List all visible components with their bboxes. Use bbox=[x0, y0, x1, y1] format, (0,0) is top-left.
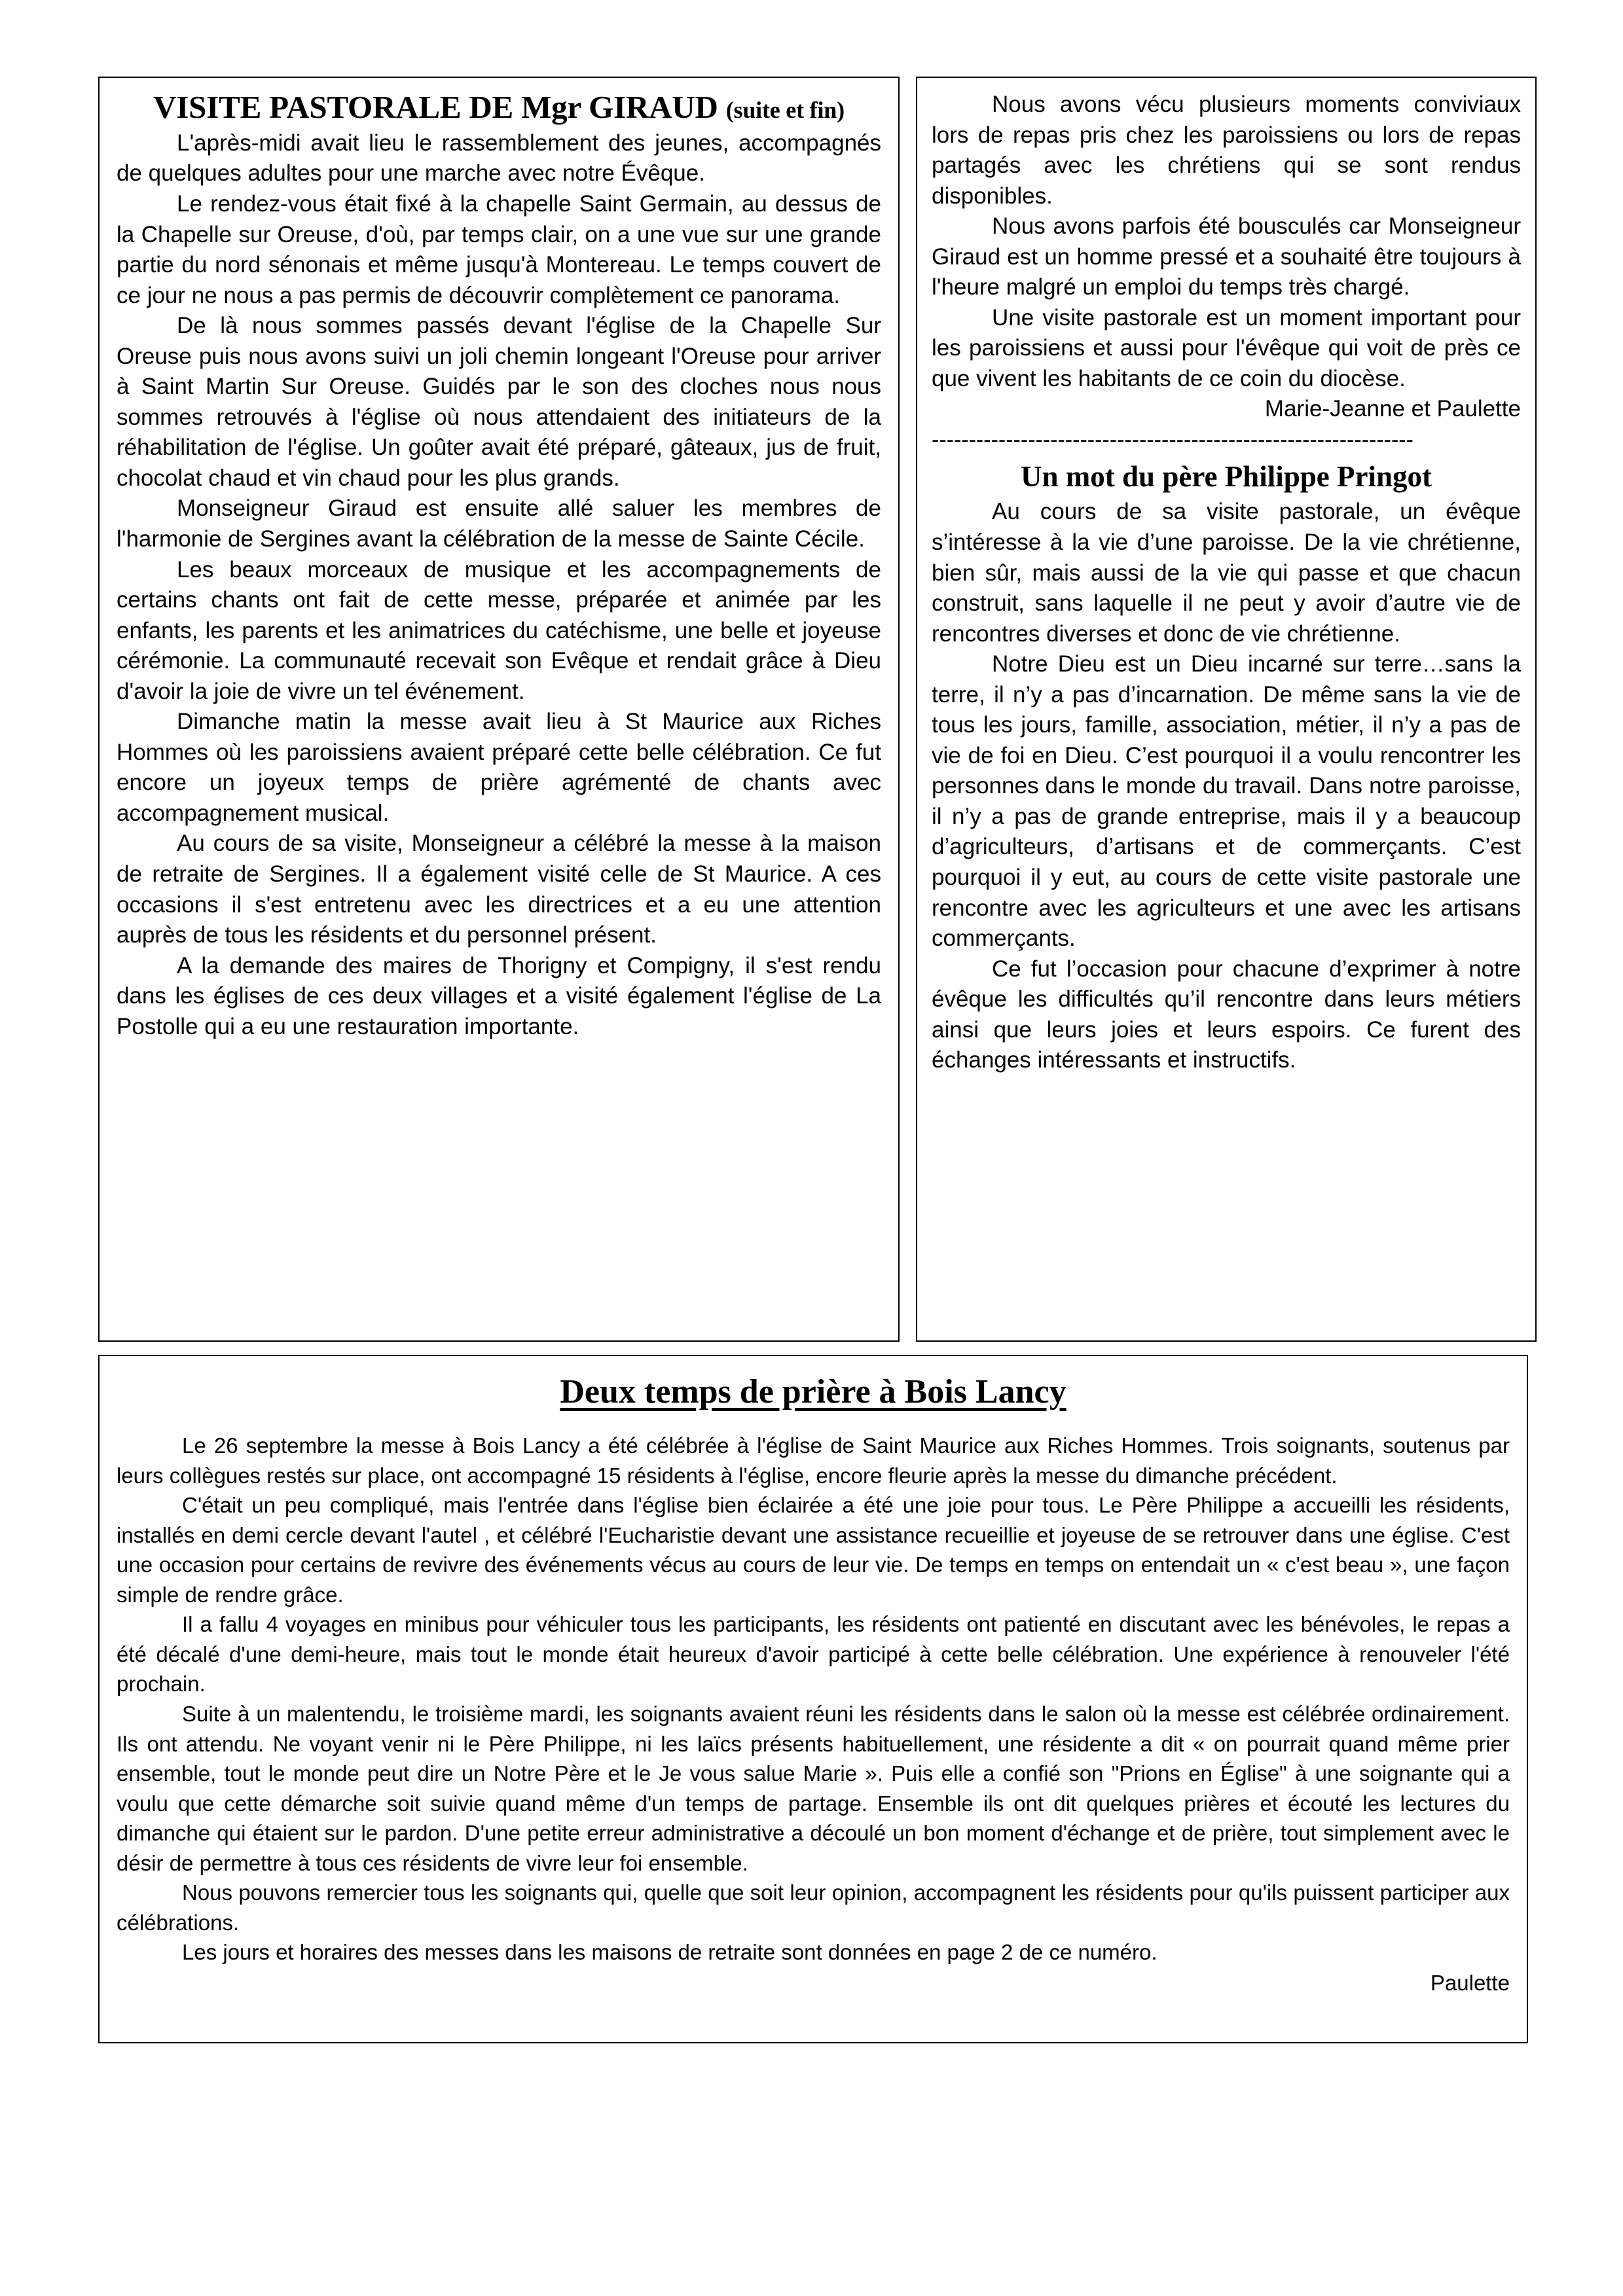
paragraph: A la demande des maires de Thorigny et Compigny, il s'est rendu dans les églises de ces deux villages et a visité également l'église de La Postolle qui a eu une restauration importante. bbox=[117, 952, 881, 1039]
paragraph: De là nous sommes passés devant l'église de la Chapelle Sur Oreuse puis nous avons suivi un joli chemin longeant l'Oreuse pour arriver à Saint Martin Sur Oreuse. Guidés par le son des cloches nous nous sommes retrouvés à l'église où nous attendaient des initiateurs de la réhabilitation de l'église. Un goûter avait été préparé, gâteaux, jus de fruit, chocolat chaud et vin chaud pour les plus grands. bbox=[117, 313, 881, 491]
paragraph: Le 26 septembre la messe à Bois Lancy a été célébrée à l'église de Saint Maurice aux Riches Hommes. Trois soignants, soutenus par leurs collègues restés sur place, ont accompagné 15 résidents à l'église, encore fleurie après la messe du dimanche précédent. bbox=[117, 1433, 1510, 1488]
dashed-divider: ----------------------------------------------------------------- bbox=[932, 429, 1413, 452]
paragraph: Nous avons vécu plusieurs moments conviviaux lors de repas pris chez les paroissiens ou lors de repas partagés avec les chrétiens qui se sont rendus disponibles. bbox=[932, 92, 1521, 209]
paragraph: Dimanche matin la messe avait lieu à St Maurice aux Riches Hommes où les paroissiens avaient préparé cette belle célébration. Ce fut encore un joyeux temps de prière agrémenté de chants avec accompagnement musical. bbox=[117, 709, 881, 826]
paragraph: Le rendez-vous était fixé à la chapelle Saint Germain, au dessus de la Chapelle sur Oreuse, d'où, par temps clair, on a une vue sur une grande partie du nord sénonais et même jusqu'à Montereau. Le temps couvert de ce jour ne nous a pas permis de découvrir complètement ce panorama. bbox=[117, 190, 881, 308]
paragraph: Il a fallu 4 voyages en minibus pour véhiculer tous les participants, les résidents ont patienté en discutant avec les bénévoles, le repas a été décalé d'une demi-heure, mais tout le monde était heureux d'avoir participé à cette belle célébration. Une expérience à renouveler l'été prochain. bbox=[117, 1612, 1510, 1696]
article-title-bois-lancy: Deux temps de prière à Bois Lancy bbox=[560, 1373, 1067, 1410]
paragraph: Une visite pastorale est un moment important pour les paroissiens et aussi pour l'évêque qui voit de près ce que vivent les habitants de ce coin du diocèse. bbox=[932, 304, 1521, 391]
paragraph: Monseigneur Giraud est ensuite allé saluer les membres de l'harmonie de Sergines avant la célébration de la messe de Sainte Cécile. bbox=[117, 495, 881, 552]
article-signature: Paulette bbox=[1430, 1970, 1510, 1995]
article-title-suffix: (suite et fin) bbox=[725, 97, 845, 123]
paragraph: Nous pouvons remercier tous les soignants qui, quelle que soit leur opinion, accompagnent les résidents pour qu'ils puissent participer aux célébrations. bbox=[117, 1880, 1510, 1935]
paragraph: Les jours et horaires des messes dans les maisons de retraite sont données en page 2 de ce numéro. bbox=[182, 1940, 1158, 1965]
paragraph: Les beaux morceaux de musique et les accompagnements de certains chants ont fait de cette messe, préparée et animée par les enfants, les parents et les animatrices du catéchisme, une belle et joyeuse cérémonie. La communauté recevait son Evêque et rendait grâce à Dieu d'avoir la joie de vivre un tel événement. bbox=[117, 556, 881, 704]
article-box-visite-pastorale bbox=[98, 77, 900, 1342]
paragraph: Au cours de sa visite pastorale, un évêque s’intéresse à la vie d’une paroisse. De la vie chrétienne, bien sûr, mais aussi de la vie qui passe et que chacun construit, sans laquelle il ne peut y avoir d’autre vie de rencontres diverses et donc de vie chrétienne. bbox=[932, 499, 1521, 647]
paragraph: Notre Dieu est un Dieu incarné sur terre…sans la terre, il n’y a pas d’incarnation. De même sans la vie de tous les jours, famille, association, métier, il n’y a pas de vie de foi en Dieu. C’est pourquoi il a voulu rencontrer les personnes dans le monde du travail. Dans notre paroisse, il n’y a pas de grande entreprise, mais il y a beaucoup d’agriculteurs, d’artisans et de commerçants. C’est pourquoi il y eut, au cours de cette visite pastorale une rencontre avec les agriculteurs et une avec les artisans commerçants. bbox=[932, 651, 1521, 952]
article-box-bois-lancy bbox=[98, 1355, 1528, 2043]
paragraph: Au cours de sa visite, Monseigneur a célébré la messe à la maison de retraite de Sergines. Il a également visité celle de St Maurice. A ces occasions il s'est entretenu avec les directrices et a eu une attention auprès de tous les résidents et du personnel présent. bbox=[117, 831, 881, 948]
paragraph: C'était un peu compliqué, mais l'entrée dans l'église bien éclairée a été une joie pour tous. Le Père Philippe a accueilli les résidents, installés en demi cercle devant l'autel , et célébré l'Eucharistie devant une assistance recueillie et joyeuse de se retrouver dans une église. C'est une occasion pour certains de revivre des événements vécus au cours de leur vie. De temps en temps on entendait un « c'est beau », une façon simple de rendre grâce. bbox=[117, 1493, 1510, 1607]
paragraph: L'après-midi avait lieu le rassemblement des jeunes, accompagnés de quelques adultes pour une marche avec notre Évêque. bbox=[117, 130, 881, 187]
paragraph: Nous avons parfois été bousculés car Monseigneur Giraud est un homme pressé et a souhaité être toujours à l'heure malgré un emploi du temps très chargé. bbox=[932, 213, 1521, 300]
article-signature: Marie-Jeanne et Paulette bbox=[1264, 396, 1521, 422]
article-box-mot-du-pere bbox=[916, 77, 1537, 1342]
paragraph: Ce fut l’occasion pour chacune d’exprimer à notre évêque les difficultés qu’il rencontre dans leurs métiers ainsi que leurs joies et leurs espoirs. Ce furent des échanges intéressants et instructifs. bbox=[932, 956, 1521, 1073]
article-title-mot-du-pere: Un mot du père Philippe Pringot bbox=[1021, 460, 1432, 493]
article-title-main: VISITE PASTORALE DE Mgr GIRAUD bbox=[153, 89, 718, 125]
article-title-visite-pastorale bbox=[117, 90, 881, 126]
paragraph: Suite à un malentendu, le troisième mardi, les soignants avaient réuni les résidents dans le salon où la messe est célébrée ordinairement. Ils ont attendu. Ne voyant venir ni le Père Philippe, ni les laïcs présents habituellement, une résidente a dit « on pourrait quand même prier ensemble, tout le monde peut dire un Notre Père et le Je vous salue Marie ». Puis elle a confié son "Prions en Église" à une soignante qui a voulu que cette démarche soit suivie quand même d'un temps de partage. Ensemble ils ont dit quelques prières et écouté les lectures du dimanche qui étaient sur le pardon. D'une petite erreur administrative a découlé un bon moment d'échange et de prière, tout simplement avec le désir de permettre à tous ces résidents de vivre leur foi ensemble. bbox=[117, 1702, 1510, 1875]
